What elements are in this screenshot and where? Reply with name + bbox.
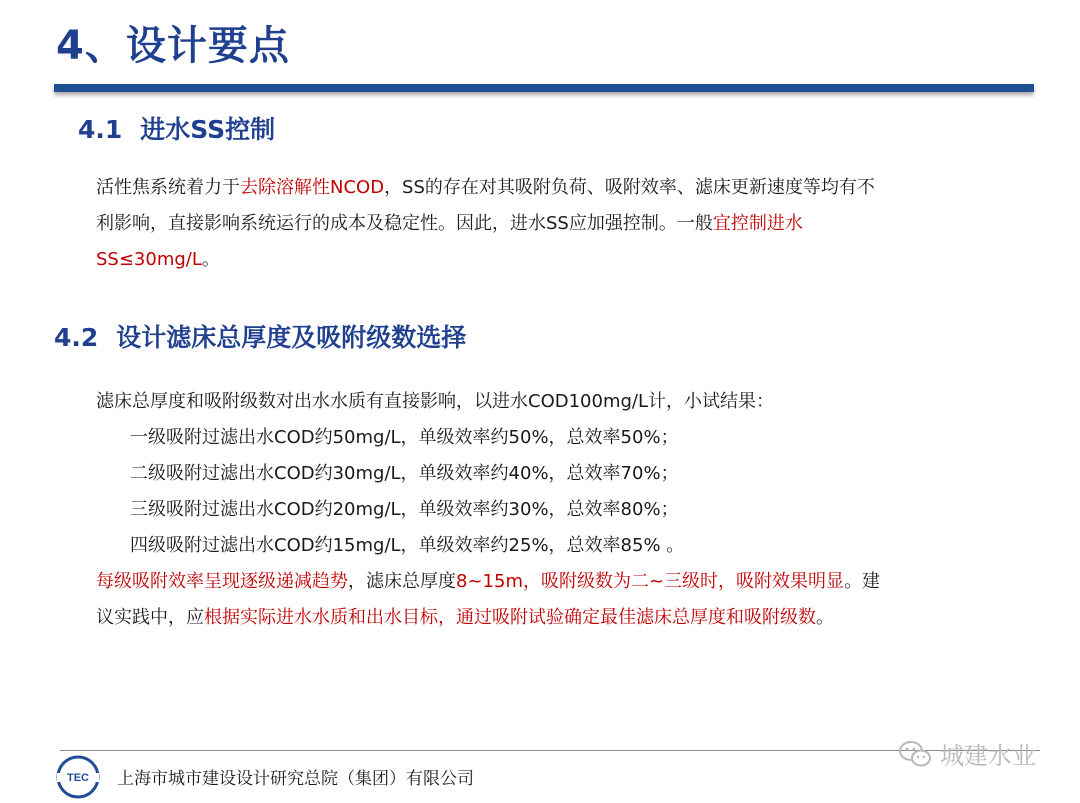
paragraph-line (96, 170, 1026, 206)
highlight-text: SS≤30mg/L (96, 249, 202, 270)
section-title: 进水SS控制 (140, 115, 276, 144)
section-2-body (96, 384, 1046, 636)
section-1-paragraph (96, 170, 1026, 278)
title-divider (54, 84, 1034, 92)
company-name: 上海市城市建设设计研究总院（集团）有限公司 (117, 769, 474, 789)
highlight-text: 每级吸附效率呈现逐级递减趋势 (96, 571, 348, 592)
wechat-icon (898, 740, 932, 768)
watermark (898, 736, 1036, 771)
text-run: 议实践中，应 (96, 607, 204, 628)
conclusion-line (96, 600, 1046, 636)
text-run: 利影响，直接影响系统运行的成本及稳定性。因此，进水SS应加强控制。一般 (96, 213, 713, 234)
section-heading-4-2 (54, 318, 466, 354)
watermark-text: 城建水业 (940, 742, 1036, 770)
result-line: 一级吸附过滤出水COD约50mg/L，单级效率约50%，总效率50%； (130, 427, 679, 448)
paragraph-line (96, 206, 1026, 242)
highlight-text: 去除溶解性NCOD (240, 177, 385, 198)
section-number: 4.1 (78, 115, 123, 144)
company-logo (55, 754, 101, 800)
footer-divider (60, 750, 1040, 751)
text-run: 。 (816, 607, 834, 628)
conclusion-line (96, 564, 1046, 600)
intro-line: 滤床总厚度和吸附级数对出水水质有直接影响，以进水COD100mg/L计，小试结果： (96, 391, 775, 412)
text-run: 。建 (844, 571, 881, 592)
section-number: 4.2 (54, 323, 99, 352)
text-run: 。 (201, 249, 220, 270)
section-title: 设计滤床总厚度及吸附级数选择 (116, 323, 467, 352)
paragraph-line (96, 242, 1026, 278)
text-run: 活性焦系统着力于 (96, 177, 240, 198)
highlight-text: 根据实际进水水质和出水目标，通过吸附试验确定最佳滤床总厚度和吸附级数 (204, 607, 816, 628)
highlight-text: 宜控制进水 (712, 213, 803, 234)
logo-text: TEC (67, 772, 89, 784)
section-heading-4-1 (78, 110, 275, 146)
result-line: 四级吸附过滤出水COD约15mg/L，单级效率约25%，总效率85% 。 (130, 535, 685, 556)
result-line: 三级吸附过滤出水COD约20mg/L，单级效率约30%，总效率80%； (130, 499, 679, 520)
highlight-text: 8~15m，吸附级数为二~三级时，吸附效果明显 (456, 571, 845, 592)
page-title: 4、设计要点 (56, 23, 290, 69)
text-run: ，SS的存在对其吸附负荷、吸附效率、滤床更新速度等均有不 (384, 177, 875, 198)
text-run: ，滤床总厚度 (348, 571, 456, 592)
result-line: 二级吸附过滤出水COD约30mg/L，单级效率约40%，总效率70%； (130, 463, 679, 484)
